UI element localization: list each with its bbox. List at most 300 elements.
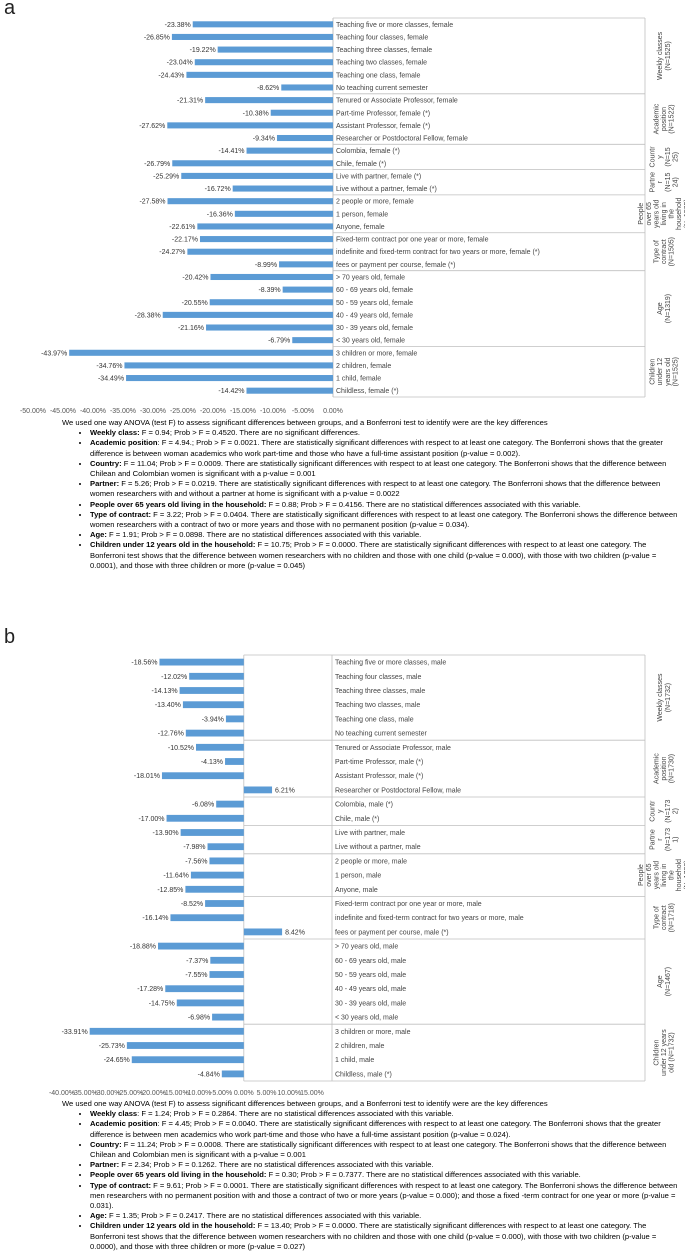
group-label-line: r	[657, 181, 665, 184]
bar	[187, 249, 333, 255]
note-item: • Academic position: F = 4.94.; Prob > F = 0.0021. There are statistically significant differences with respect to at least one category. The Bonferroni shows that the greater difference is between woman academics who work part-time and those who have a full-time assistant position (p-value = 0.002).	[90, 438, 682, 458]
x-tick-label: -25.00%	[169, 408, 197, 415]
bar	[200, 236, 333, 242]
bar	[233, 186, 333, 192]
group-label-line: 1)	[672, 836, 680, 843]
category-label: Fixed-term contract por one year or more, male	[335, 901, 482, 908]
group-label-line: y	[657, 809, 665, 813]
note-item: • Age: F = 1.91; Prob > F = 0.0898. There are no statistical differences associated with this variable.	[90, 530, 682, 540]
category-label: Live with partner, male	[335, 830, 406, 837]
group-label-line: Weekly classes	[657, 673, 665, 722]
data-label: -12.76%	[157, 730, 184, 738]
note-item: • Partner: F = 5.26; Prob > F = 0.0219. There are statistically significant differences with respect to at least one category. The Bonferroni shows that the difference between women researchers with and without a partner at home is significant with a p-value = 0.0022	[90, 479, 682, 499]
category-label: 1 person, female	[336, 211, 389, 219]
group-label-line: Children	[649, 358, 657, 385]
group-label	[653, 237, 675, 266]
category-label: Childless, male (*)	[335, 1071, 392, 1079]
data-label: -8.39%	[258, 287, 281, 295]
data-label: -4.13%	[200, 759, 224, 766]
data-label: -33.91%	[61, 1028, 88, 1036]
category-label: Anyone, male	[335, 886, 378, 894]
x-tick-label: -40.00%	[48, 1090, 76, 1097]
bar	[210, 274, 333, 280]
group-label	[657, 294, 672, 323]
data-label: -12.02%	[161, 673, 188, 681]
category-label: Colombia, female (*)	[336, 148, 400, 156]
bar	[244, 928, 282, 935]
data-label: -22.61%	[169, 223, 196, 231]
category-label: No teaching current semester	[336, 84, 428, 92]
note-item: • Type of contract: F = 9.61; Prob > F = 0.0001. There are statistically significant differences with respect to at least one category. The Bonferroni shows the difference between men researchers with no permanent position with and those a contract of two or more years (p-value = 0.000); and those a fixed -term contract for one year or more (p-value = 0.031).	[90, 1181, 682, 1212]
data-label: -24.65%	[103, 1057, 130, 1065]
x-tick-label: 0.00%	[323, 408, 343, 415]
category-label: Live without a partner, female (*)	[336, 186, 437, 194]
category-label: Childless, female (*)	[336, 388, 399, 396]
group-label-line: (N=1718)	[668, 903, 676, 933]
data-label: -6.79%	[268, 337, 291, 345]
group-label-line: r	[657, 838, 665, 841]
group-label-line: Countr	[649, 146, 657, 168]
group-label-line: contract	[661, 239, 668, 265]
group-label-line: (N=173	[664, 828, 672, 852]
bar	[183, 701, 244, 708]
chart-panel-a	[0, 0, 685, 415]
notes-panel-a	[62, 418, 682, 571]
data-label: -11.64%	[163, 872, 189, 880]
bar	[235, 211, 333, 217]
category-label: 2 children, male	[335, 1043, 385, 1050]
x-tick-label: -5.00%	[209, 1090, 233, 1097]
group-label-line: the	[668, 208, 676, 219]
group-label	[657, 967, 672, 996]
group-label-line: position	[661, 756, 668, 781]
group-label-line: Academic	[653, 753, 661, 784]
group-label-line: (N=1732)	[664, 682, 672, 713]
group-label-line: years old	[653, 860, 661, 890]
category-label: Colombia, male (*)	[335, 801, 393, 809]
category-label: Tenured or Associate Professor, male	[335, 744, 451, 752]
group-label-line: over 65	[645, 863, 653, 887]
data-label: -18.56%	[131, 659, 158, 667]
x-tick-label: -20.00%	[139, 1090, 166, 1097]
notes-panel-b	[62, 1099, 682, 1252]
group-label-line: Type of	[653, 240, 661, 264]
bar	[216, 801, 244, 808]
group-label	[650, 800, 680, 823]
bar	[210, 957, 244, 964]
category-label: Teaching four classes, female	[336, 34, 429, 42]
category-label: Teaching four classes, male	[335, 673, 422, 681]
note-item: • Weekly class: F = 1.24; Prob > F = 0.2864. There are no statistical differences associated with this variable.	[90, 1109, 682, 1119]
data-label: -6.08%	[191, 801, 215, 809]
bar	[180, 687, 244, 694]
category-label: Chile, female (*)	[336, 160, 387, 168]
bar	[172, 34, 333, 40]
category-label: Teaching two classes, female	[336, 59, 428, 67]
bar	[197, 223, 333, 229]
group-label	[650, 828, 680, 851]
bar	[292, 337, 333, 343]
bar	[206, 324, 333, 330]
bar	[165, 985, 244, 992]
data-label: -10.38%	[242, 110, 269, 118]
data-label: -24.43%	[158, 72, 185, 80]
x-tick-label: -35.00%	[109, 408, 137, 415]
data-label: -21.31%	[177, 97, 204, 105]
bar	[244, 786, 272, 793]
notes-intro: We used one way ANOVA (test F) to assess significant differences between groups, and a Bonferroni test to identify were are the key differences	[62, 418, 548, 427]
data-label: -25.73%	[98, 1043, 125, 1050]
x-tick-label: -10.00%	[185, 1090, 212, 1097]
data-label: -24.27%	[159, 249, 186, 257]
group-label-line: household	[676, 858, 684, 892]
category-label: Anyone, female	[336, 223, 385, 231]
note-item: • People over 65 years old living in the household: F = 0.30; Prob > F = 0.7377. There are no statistical differences associated with this variable.	[90, 1170, 682, 1180]
note-item: • Children under 12 years old in the household: F = 13.40; Prob > F = 0.0000. There are statistically significant differences with respect to at least one category. The Bonferroni test shows that the difference between women researchers with no children and those with one child (p-value = 0.000), with those with two children (p-value = 0.0000), and those with three children or more (p-value = 0.027)	[90, 1221, 682, 1252]
group-label	[650, 146, 680, 168]
group-label-line: living in	[661, 863, 668, 887]
data-label: -27.58%	[139, 198, 166, 206]
data-label: -10.52%	[167, 744, 194, 752]
group-label-line: household	[676, 197, 684, 230]
x-tick-label: -50.00%	[19, 408, 47, 415]
note-item: • Age: F = 1.35; Prob > F = 0.2417. There are no statistical differences associated with this variable.	[90, 1211, 682, 1221]
data-label: -21.16%	[177, 325, 205, 333]
x-tick-label: 0.00%	[233, 1090, 254, 1097]
bar	[281, 84, 333, 90]
x-tick-label: -15.00%	[229, 408, 257, 415]
bar	[167, 122, 333, 128]
x-tick-label: 5.00%	[256, 1090, 277, 1097]
x-tick-label: -10.00%	[259, 408, 287, 415]
group-label-line: Age	[657, 975, 665, 988]
data-label: -14.75%	[148, 1000, 175, 1008]
data-label: 6.21%	[275, 787, 295, 795]
bar	[279, 261, 333, 267]
data-label: -14.42%	[218, 388, 245, 396]
bar	[226, 715, 244, 722]
bar	[162, 772, 244, 779]
group-label	[653, 903, 675, 932]
data-label: -19.22%	[189, 47, 216, 55]
group-label-line: (N=1525)	[672, 357, 680, 387]
bar	[158, 943, 244, 950]
note-item: • Country: F = 11.04; Prob > F = 0.0009. There are statistically significant differences with respect to at least one category. The Bonferroni shows that the difference between Chilean and Colombian women is significant with a p-value = 0.001	[90, 459, 682, 479]
data-label: -13.40%	[154, 702, 181, 710]
category-label: indefinite and fixed-term contract for two years or more, female (*)	[336, 249, 540, 257]
data-label: -7.55%	[185, 972, 208, 979]
group-label-line: Type of	[653, 906, 661, 930]
bar	[126, 375, 333, 381]
category-label: Assistant Professor, male (*)	[335, 773, 424, 781]
bar	[222, 1070, 244, 1077]
bar	[208, 843, 244, 850]
data-label: -7.56%	[185, 858, 208, 866]
data-label: -22.17%	[171, 236, 198, 244]
group-label-line: (N=1467)	[664, 966, 672, 997]
bar	[69, 350, 333, 356]
category-label: 40 - 49 years old, female	[336, 312, 414, 320]
category-label: 50 - 59 years old, female	[336, 299, 414, 307]
data-label: -7.98%	[183, 844, 206, 852]
group-label-line: position	[661, 106, 668, 132]
bar	[170, 914, 243, 921]
data-label: -13.90%	[152, 830, 179, 837]
category-label: 40 - 49 years old, male	[335, 986, 407, 994]
bar	[189, 673, 244, 680]
note-item: • Country: F = 11.24; Prob > F = 0.0008. There are statistically significant differences with respect to at least one category. The Bonferroni shows that the difference between Chilean and Colombian men is significant with a p-value = 0.001	[90, 1140, 682, 1160]
x-tick-label: -40.00%	[79, 408, 107, 415]
category-label: 3 children or more, male	[335, 1028, 411, 1036]
group-label-line: (N=1525)	[664, 41, 672, 71]
group-label-line: (N=1522)	[668, 104, 676, 134]
group-label-line: (N=15	[664, 172, 672, 192]
bar	[181, 173, 333, 179]
category-label: 50 - 59 years old, male	[335, 972, 407, 979]
bar	[212, 1014, 244, 1021]
category-label: Part-time Professor, female (*)	[336, 110, 431, 118]
category-label: Researcher or Postdoctoral Fellow, male	[335, 787, 462, 795]
group-label-line: years old	[664, 357, 672, 386]
category-label: Assistant Professor, female (*)	[336, 122, 431, 130]
data-label: -18.01%	[133, 773, 160, 781]
data-label: -17.00%	[138, 815, 165, 823]
category-label: < 30 years old, female	[336, 337, 406, 345]
data-label: -26.79%	[144, 160, 171, 168]
x-tick-label: -20.00%	[199, 408, 227, 415]
notes-intro: We used one way ANOVA (test F) to assess significant differences between groups, and a Bonferroni test to identify were are the key differences	[62, 1099, 548, 1108]
panel-letter-b: b	[4, 626, 16, 648]
category-label: fees or payment per course, female (*)	[336, 261, 456, 269]
x-tick-label: -30.00%	[94, 1090, 121, 1097]
data-label: -16.36%	[206, 211, 233, 219]
bar	[186, 72, 333, 78]
data-label: -20.55%	[181, 299, 208, 307]
group-label-line: People	[638, 202, 646, 225]
bar	[277, 135, 333, 141]
data-label: -14.13%	[151, 688, 178, 695]
bar	[191, 872, 244, 879]
notes-list	[62, 428, 682, 571]
category-label: Teaching five or more classes, male	[335, 659, 447, 667]
data-label: -34.76%	[96, 362, 123, 370]
group-label-line: 25)	[672, 151, 680, 163]
x-tick-label: -45.00%	[49, 408, 77, 415]
category-label: fees or payment per course, male (*)	[335, 929, 449, 937]
group-label	[657, 31, 672, 80]
data-label: -8.52%	[180, 901, 204, 908]
bar	[193, 21, 333, 27]
group-label	[653, 753, 675, 784]
group-label-line: living in	[661, 202, 668, 226]
bar	[168, 198, 333, 204]
data-label: 8.42%	[285, 929, 305, 937]
group-label-line: y	[657, 155, 665, 159]
category-label: 2 children, female	[336, 362, 392, 370]
group-label-line: years old	[653, 199, 661, 229]
category-label: 1 child, male	[335, 1057, 375, 1065]
data-label: -43.97%	[41, 350, 68, 358]
category-label: 3 children or more, female	[336, 350, 418, 358]
data-label: -34.49%	[97, 375, 125, 383]
bar	[172, 160, 333, 166]
x-tick-label: 15.00%	[300, 1090, 324, 1097]
bar	[247, 148, 333, 154]
bar	[205, 97, 333, 103]
data-label: -16.14%	[142, 915, 169, 923]
group-label-line: (N=1319)	[664, 293, 672, 324]
bar	[225, 758, 244, 765]
data-label: -23.38%	[164, 21, 191, 29]
group-label-line: Academic	[653, 103, 661, 135]
group-label	[638, 198, 685, 230]
data-label: -14.41%	[218, 148, 245, 156]
category-label: 1 child, female	[336, 375, 382, 383]
group-label	[650, 172, 680, 193]
data-label: -20.42%	[182, 274, 209, 282]
data-label: -18.88%	[129, 943, 156, 951]
note-item: • Children under 12 years old in the household: F = 10.75; Prob > F = 0.0000. There are statistically significant differences with respect to at least one category. The Bonferroni test shows that the difference between women researchers with no children and those with one child (p-value = 0.000), with those with two children (p-value = 0.0001), and those with three children or more (p-value = 0.045)	[90, 540, 682, 571]
category-label: < 30 years old, male	[335, 1014, 399, 1022]
data-label: -23.04%	[166, 59, 193, 67]
group-label-line: (N=1505)	[668, 237, 676, 267]
category-label: Researcher or Postdoctoral Fellow, female	[336, 135, 468, 143]
category-label: Teaching three classes, male	[335, 688, 426, 695]
data-label: -17.28%	[137, 986, 164, 994]
category-label: Teaching five or more classes, female	[336, 21, 454, 29]
group-label-line: under 12 years	[661, 1029, 668, 1076]
data-label: -7.37%	[186, 957, 209, 965]
bar	[196, 744, 244, 751]
group-label-line: contract	[661, 905, 668, 931]
data-label: -8.62%	[257, 84, 280, 92]
data-label: -6.98%	[187, 1014, 211, 1022]
category-label: 60 - 69 years old, male	[335, 957, 407, 965]
category-label: Tenured or Associate Professor, female	[336, 97, 458, 105]
data-label: -27.62%	[139, 122, 166, 130]
x-tick-label: 10.00%	[277, 1090, 302, 1097]
bar	[181, 829, 244, 836]
category-label: 2 people or more, female	[336, 198, 414, 206]
data-label: -26.85%	[143, 34, 170, 42]
note-item: • Type of contract: F = 3.22; Prob > F = 0.0404. There are statistically significant differences with respect to at least one category. The Bonferroni shows the difference between women researchers with a contract of two or more years and those with no permanent position (p-value = 0.034).	[90, 510, 682, 530]
group-label	[650, 357, 680, 386]
group-label-line: Partne	[649, 829, 657, 850]
x-tick-label: -30.00%	[139, 408, 167, 415]
bar	[246, 388, 333, 394]
group-label-line: Children	[653, 1039, 661, 1066]
category-label: > 70 years old, male	[335, 943, 399, 951]
category-label: 2 people or more, male	[335, 858, 407, 866]
category-label: Teaching one class, male	[335, 716, 414, 724]
bar	[209, 857, 243, 864]
category-label: > 70 years old, female	[336, 274, 406, 282]
note-item: • Partner: F = 2.34; Prob > F = 0.1262. There are no statistical differences associated with this variable.	[90, 1160, 682, 1170]
data-label: -25.29%	[153, 173, 180, 181]
category-label: indefinite and fixed-term contract for two years or more, male	[335, 915, 524, 923]
bar	[218, 47, 333, 53]
x-tick-label: -5.00%	[291, 408, 315, 415]
group-label	[653, 1029, 675, 1076]
data-label: -8.99%	[254, 261, 278, 269]
bar	[163, 312, 333, 318]
bar	[132, 1056, 244, 1063]
bar	[159, 659, 243, 666]
bar	[283, 287, 333, 293]
bar	[271, 110, 333, 116]
group-label-line: (N=1730)	[668, 753, 676, 784]
data-label: -9.34%	[252, 135, 275, 143]
group-label	[657, 673, 672, 722]
notes-list	[62, 1109, 682, 1252]
category-label: Teaching one class, female	[336, 72, 421, 80]
data-label: -4.84%	[197, 1071, 220, 1079]
group-label-line: the	[668, 870, 676, 880]
category-label: Teaching two classes, male	[335, 702, 421, 710]
group-label-line: 24)	[672, 177, 680, 188]
note-item: • Academic position: F = 4.45; Prob > F = 0.0040. There are statistically significant differences with respect to at least one category. The Bonferroni shows that the greater difference is between men academics who work part-time and those who have a full-time assistant position (p-value = 0.024).	[90, 1119, 682, 1139]
bar	[186, 730, 244, 737]
group-label-line: old (N=1732)	[668, 1032, 676, 1073]
group-label-line: (N=15	[664, 147, 672, 167]
panel-letter-a: a	[4, 0, 16, 19]
group-label-line: (N=173	[664, 799, 672, 823]
category-label: 30 - 39 years old, male	[335, 1000, 407, 1008]
group-label	[653, 103, 675, 134]
bar	[127, 1042, 244, 1049]
group-label-line: Weekly classes	[657, 31, 665, 80]
category-label: No teaching current semester	[335, 730, 427, 738]
bar	[167, 815, 244, 822]
data-label: -3.94%	[201, 716, 224, 724]
x-tick-label: -25.00%	[117, 1090, 144, 1097]
chart-panel-b	[0, 630, 685, 1100]
bar	[124, 362, 333, 368]
bar	[210, 299, 333, 305]
category-label: Fixed-term contract por one year or more, female	[336, 236, 489, 244]
data-label: -28.38%	[134, 312, 161, 320]
data-label: -12.85%	[157, 886, 184, 894]
x-tick-label: -15.00%	[162, 1090, 189, 1097]
x-tick-label: -35.00%	[71, 1090, 98, 1097]
bar	[90, 1028, 244, 1035]
data-label: -16.72%	[204, 186, 231, 194]
group-label-line: under 12	[657, 357, 665, 386]
group-label-line: Age	[657, 302, 665, 315]
bar	[205, 900, 244, 907]
category-label: 30 - 39 years old, female	[336, 325, 414, 333]
category-label: Part-time Professor, male (*)	[335, 759, 424, 766]
group-label-line: Countr	[649, 800, 657, 822]
group-label	[638, 859, 685, 891]
category-label: Live with partner, female (*)	[336, 173, 422, 181]
category-label: Teaching three classes, female	[336, 47, 433, 55]
category-label: Live without a partner, male	[335, 844, 421, 852]
bar	[177, 999, 244, 1006]
group-label-line: People	[638, 864, 646, 886]
note-item: • People over 65 years old living in the household: F = 0.88; Prob > F = 0.4156. There are no statistical differences associated with this variable.	[90, 500, 682, 510]
group-label-line: over 65	[645, 202, 653, 226]
category-label: 1 person, male	[335, 872, 382, 880]
bar	[195, 59, 333, 65]
category-label: Chile, male (*)	[335, 815, 380, 823]
group-label-line: 2)	[672, 808, 680, 815]
bar	[210, 971, 244, 978]
category-label: 60 - 69 years old, female	[336, 287, 414, 295]
note-item: • Weekly class: F = 0.94; Prob > F = 0.4520. There are no significant differences.	[90, 428, 682, 438]
group-label-line: Partne	[649, 171, 657, 193]
bar	[185, 886, 243, 893]
